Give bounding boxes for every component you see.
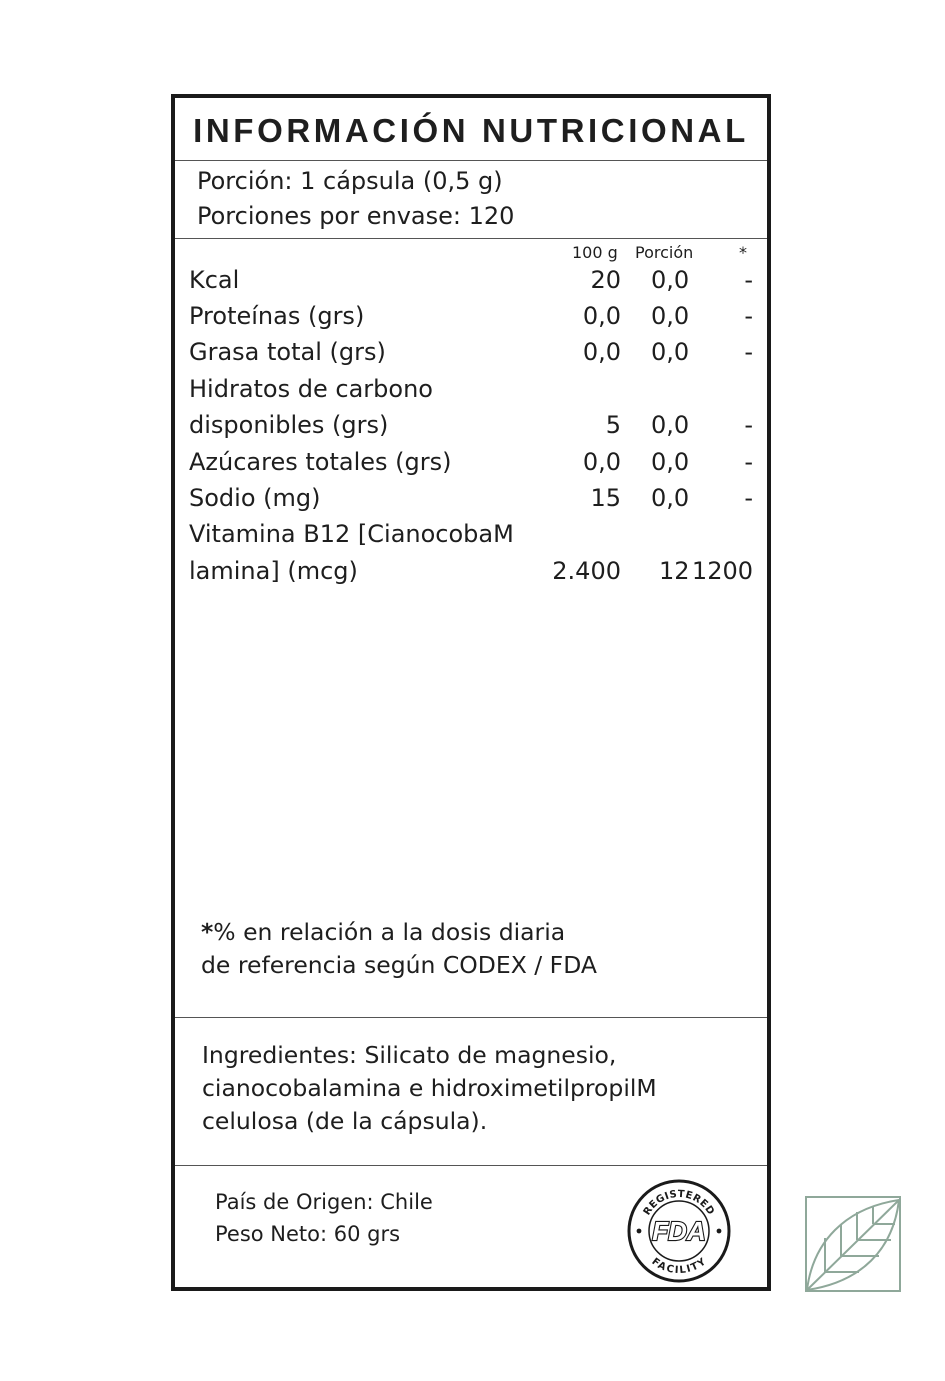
footnote-marker: * bbox=[201, 918, 214, 946]
fda-registered-facility-badge bbox=[626, 1178, 732, 1284]
footnote-line: de referencia según CODEX / FDA bbox=[201, 951, 597, 979]
product-origin bbox=[215, 1186, 433, 1250]
value-100g: 5 bbox=[605, 411, 621, 439]
ingredients-line: Ingredientes: Silicato de magnesio, bbox=[202, 1041, 617, 1069]
value-daily: 1200 bbox=[691, 557, 753, 585]
divider bbox=[175, 1165, 767, 1166]
nutrient-name: lamina] (mcg) bbox=[189, 557, 358, 585]
fda-badge-top-text: REGISTERED bbox=[641, 1188, 717, 1218]
value-100g: 0,0 bbox=[582, 338, 621, 366]
nutrient-row bbox=[189, 375, 753, 409]
value-daily: - bbox=[744, 411, 753, 439]
divider bbox=[175, 160, 767, 161]
value-100g: 15 bbox=[590, 484, 621, 512]
nutrient-name: Proteínas (grs) bbox=[189, 302, 365, 330]
net-weight: Peso Neto: 60 grs bbox=[215, 1222, 401, 1246]
nutrient-row bbox=[189, 411, 753, 445]
value-portion: 12 bbox=[659, 557, 690, 585]
ingredients-line: celulosa (de la cápsula). bbox=[202, 1107, 488, 1135]
value-daily: - bbox=[744, 266, 753, 294]
divider bbox=[175, 1017, 767, 1018]
nutrient-name: Hidratos de carbono bbox=[189, 375, 433, 403]
value-100g: 0,0 bbox=[582, 302, 621, 330]
nutrient-row bbox=[189, 484, 753, 518]
serving-size: Porción: 1 cápsula (0,5 g) bbox=[197, 167, 503, 195]
divider bbox=[175, 238, 767, 239]
nutrient-name: Vitamina B12 [CianocobaM bbox=[189, 520, 514, 548]
nutrient-name: Grasa total (grs) bbox=[189, 338, 386, 366]
nutrient-name: Kcal bbox=[189, 266, 240, 294]
ingredients-text bbox=[202, 1039, 657, 1138]
fda-badge-bottom-text: FACILITY bbox=[649, 1256, 709, 1277]
nutrient-row bbox=[189, 302, 753, 336]
value-daily: - bbox=[744, 302, 753, 330]
nutrient-name: Sodio (mg) bbox=[189, 484, 321, 512]
value-portion: 0,0 bbox=[651, 302, 690, 330]
column-header-100g: 100 g bbox=[572, 243, 618, 262]
ingredients-line: cianocobalamina e hidroximetilpropilM bbox=[202, 1074, 657, 1102]
value-portion: 0,0 bbox=[651, 411, 690, 439]
value-portion: 0,0 bbox=[651, 484, 690, 512]
value-100g: 0,0 bbox=[582, 448, 621, 476]
daily-value-footnote bbox=[201, 916, 597, 982]
value-daily: - bbox=[744, 338, 753, 366]
nutrient-name: Azúcares totales (grs) bbox=[189, 448, 452, 476]
value-100g: 20 bbox=[590, 266, 621, 294]
value-100g: 2.400 bbox=[552, 557, 621, 585]
value-daily: - bbox=[744, 448, 753, 476]
footnote-line: % en relación a la dosis diaria bbox=[213, 918, 566, 946]
nutrient-row bbox=[189, 448, 753, 482]
column-header-portion: Porción bbox=[635, 243, 694, 262]
nutrient-row bbox=[189, 338, 753, 372]
nutrient-row bbox=[189, 520, 753, 554]
fda-badge-center-text: FDA bbox=[652, 1216, 706, 1246]
value-portion: 0,0 bbox=[651, 448, 690, 476]
label-title: INFORMACIÓN NUTRICIONAL bbox=[193, 112, 749, 149]
nutrient-row bbox=[189, 557, 753, 591]
value-daily: - bbox=[744, 484, 753, 512]
column-header-daily-value: * bbox=[739, 243, 747, 262]
nutrient-row bbox=[189, 266, 753, 300]
leaf-icon bbox=[805, 1196, 901, 1292]
nutrition-label bbox=[171, 94, 771, 1291]
value-portion: 0,0 bbox=[651, 338, 690, 366]
value-portion: 0,0 bbox=[651, 266, 690, 294]
nutrient-name: disponibles (grs) bbox=[189, 411, 389, 439]
country-of-origin: País de Origen: Chile bbox=[215, 1190, 433, 1214]
servings-per-container: Porciones por envase: 120 bbox=[197, 202, 515, 230]
